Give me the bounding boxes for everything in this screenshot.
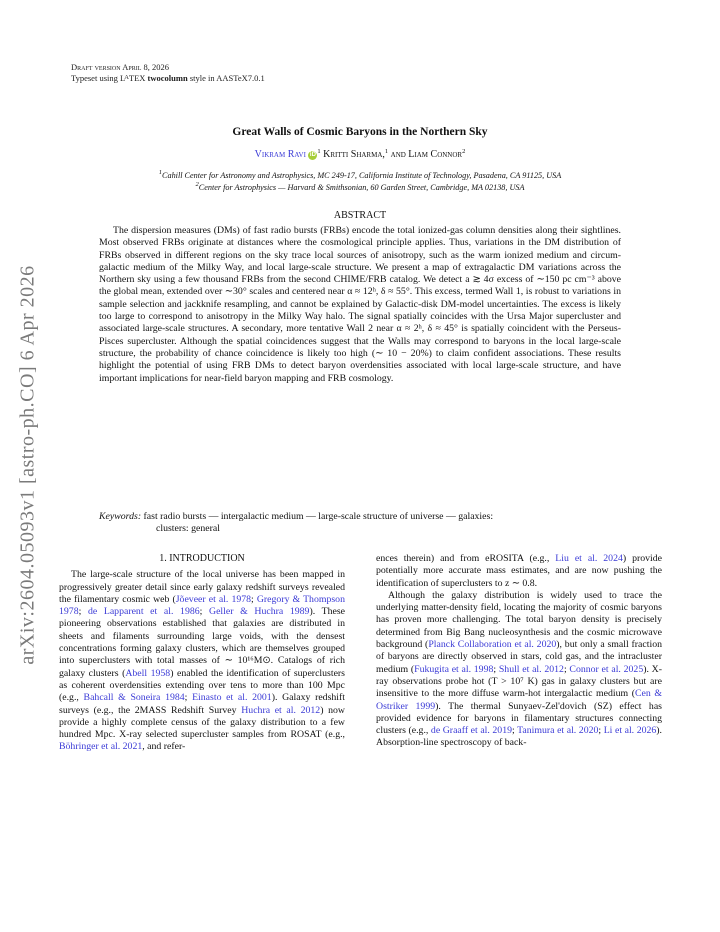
author-link[interactable]: Vikram Ravi	[254, 149, 306, 160]
affiliation-1: $^1$Cahill Center for Astronomy and Astrophysics, MC 249-17, California Institute of Technology, Pasadena, CA 91125, USA	[158, 169, 562, 180]
citation-link[interactable]: Connor et al. 2025	[569, 663, 644, 675]
intro-paragraph-1: The large-scale structure of the local universe has been mapped in progressively greater detail since early galaxy redshift surveys revealed the filamentary cosmic web (Jõeveer et al. 1978; Gregory & Thompson 1978; de Lapparent et al. 1986; Geller & Huchra 1989). These pioneering observations established that galaxies are distributed in sheets and filaments surrounding large voids, with the densest concentrations forming galaxy clusters, which are themselves grouped into superclusters with total masses of ∼ 10¹⁶M⊙. Catalogs of rich galaxy clusters (Abell 1958) enabled the identification of superclusters as coherent overdensities extending over tens to more than 100 Mpc (e.g., Bahcall & Soneira 1984; Einasto et al. 2001). Galaxy redshift surveys (e.g., the 2MASS Redshift Survey Huchra et al. 2012) now provide a highly complete census of the galaxy distribution to a few hundred Mpc. X-ray selected supercluster samples from ROSAT (e.g., Böhringer et al. 2021, and refer-	[59, 569, 345, 753]
affiliation-2: $^2$Center for Astrophysics — Harvard & Smithsonian, 60 Garden Street, Cambridge, MA 02138, USA	[195, 181, 525, 192]
citation-link[interactable]: Gregory & Thompson 1978	[59, 593, 345, 618]
keywords-line-2: clusters: general	[156, 523, 220, 535]
citation-link[interactable]: de Lapparent et al. 1986	[87, 606, 200, 618]
citation-link[interactable]: Bahcall & Soneira 1984	[83, 692, 185, 704]
arxiv-id: arXiv:2604.05093v1 [astro-ph.CO] 6 Apr 2026	[16, 265, 39, 665]
citation-link[interactable]: Böhringer et al. 2021	[59, 741, 143, 753]
citation-link[interactable]: Liu et al. 2024	[555, 553, 623, 564]
draft-version: Draft version April 8, 2026	[71, 62, 170, 72]
keywords-line-1: fast radio bursts — intergalactic medium — large-scale structure of universe — galaxies:	[143, 511, 494, 522]
abstract-heading: ABSTRACT	[333, 210, 387, 221]
citation-link[interactable]: Tanimura et al. 2020	[517, 725, 599, 737]
left-column	[59, 553, 345, 754]
section-heading: 1. INTRODUCTION	[159, 553, 245, 564]
citation-link[interactable]: Li et al. 2026	[603, 725, 657, 737]
citation-link[interactable]: Jõeveer et al. 1978	[175, 593, 252, 605]
citation-link[interactable]: Shull et al. 2012	[498, 663, 564, 675]
keywords-label: Keywords:	[99, 511, 142, 522]
abstract-body	[99, 225, 621, 385]
citation-link[interactable]: Geller & Huchra 1989	[209, 606, 310, 618]
citation-link[interactable]: Abell 1958	[125, 667, 171, 679]
author-list: Vikram Ravi iD $^1$ Kritti Sharma,$^1$ and Liam Connor$^2$	[254, 148, 466, 160]
right-column	[376, 553, 662, 750]
keywords	[99, 511, 621, 536]
citation-link[interactable]: Huchra et al. 2012	[241, 704, 321, 716]
intro-paragraph-1-cont: ences therein) and from eROSITA (e.g., Liu et al. 2024) provide potentially more accurate mass estimates, and are now pushing the identification of superclusters to z ∼ 0.8.	[376, 553, 662, 589]
intro-paragraph-2: Although the galaxy distribution is widely used to trace the underlying matter-density field, locating the majority of cosmic baryons has proven more challenging. The total baryon density is precisely determined from Big Bang nucleosynthesis and the cosmic microwave background (Planck Collaboration et al. 2020), but only a small fraction of baryons are directly observed in stars, cold gas, and the intracluster medium (Fukugita et al. 1998; Shull et al. 2012; Connor et al. 2025). X-ray observations probe hot (T > 10⁷ K) gas in galaxy clusters but are insensitive to the more diffuse warm-hot intergalactic medium (Cen & Ostriker 1999). The thermal Sunyaev-Zel'dovich (SZ) effect has provided evidence for baryons in filamentary structures connecting clusters (e.g., de Graaff et al. 2019; Tanimura et al. 2020; Li et al. 2026). Absorption-line spectroscopy of back-	[376, 589, 663, 749]
author-name: Kritti Sharma,	[323, 149, 385, 160]
author-name: and Liam Connor	[390, 149, 463, 160]
paper-title: Great Walls of Cosmic Baryons in the Northern Sky	[232, 126, 488, 138]
header-notes	[71, 62, 265, 83]
citation-link[interactable]: Planck Collaboration et al. 2020	[428, 639, 557, 651]
citation-link[interactable]: Einasto et al. 2001	[192, 692, 272, 704]
citation-link[interactable]: de Graaff et al. 2019	[430, 725, 512, 737]
citation-link[interactable]: Cen & Ostriker 1999	[376, 688, 663, 712]
orcid-icon[interactable]: iD	[309, 152, 316, 158]
typeset-line: Typeset using $L^ATEX$ twocolumn style in AASTeX7.0.1	[71, 72, 265, 83]
citation-link[interactable]: Fukugita et al. 1998	[414, 663, 494, 675]
affiliations	[0, 170, 720, 194]
arxiv-sidebar-stamp	[8, 235, 48, 695]
abstract-paragraph: The dispersion measures (DMs) of fast radio bursts (FRBs) encode the total ionized-gas column densities along their sightlines. Most observed FRBs originate at distances where the cosmological principle applies. Thus, variations in the DM distribution of FRBs observed in different regions on the sky trace local sources of anisotropy, such as the warm ionized medium and circum-galactic medium of the Milky Way, and local large-scale structure. We present a map of extragalactic DM variations across the Northern sky using a few thousand FRBs from the second CHIME/FRB catalog. We detect a ≳ 4σ excess of ∼150 pc cm⁻³ above the global mean, extended over ∼30° scales and centered near α ≈ 12ʰ, δ ≈ 55°. This excess, termed Wall 1, is robust to variations in sample selection and jackknife resampling, and cannot be explained by Galactic-disk DM-model uncertainties. The excess is likely too large to correspond to anisotropy in the Milky Way halo. The signal spatially coincides with the Ursa Major supercluster and associated large-scale structures. A secondary, more tentative Wall 2 near α ≈ 2ʰ, δ ≈ 45° is spatially coincident with the Perseus-Pisces supercluster. Although the spatial coincidences suggest that the Walls may correspond to baryons in the local large-scale structure, the probability of chance coincidence is likely too high (∼ 10 − 20%) to claim confident associations. These results highlight the potential of using FRB DMs to detect baryon overdensities associated with local large-scale structure, and have important implications for near-field baryon mapping and FRB cosmology.	[99, 225, 621, 384]
